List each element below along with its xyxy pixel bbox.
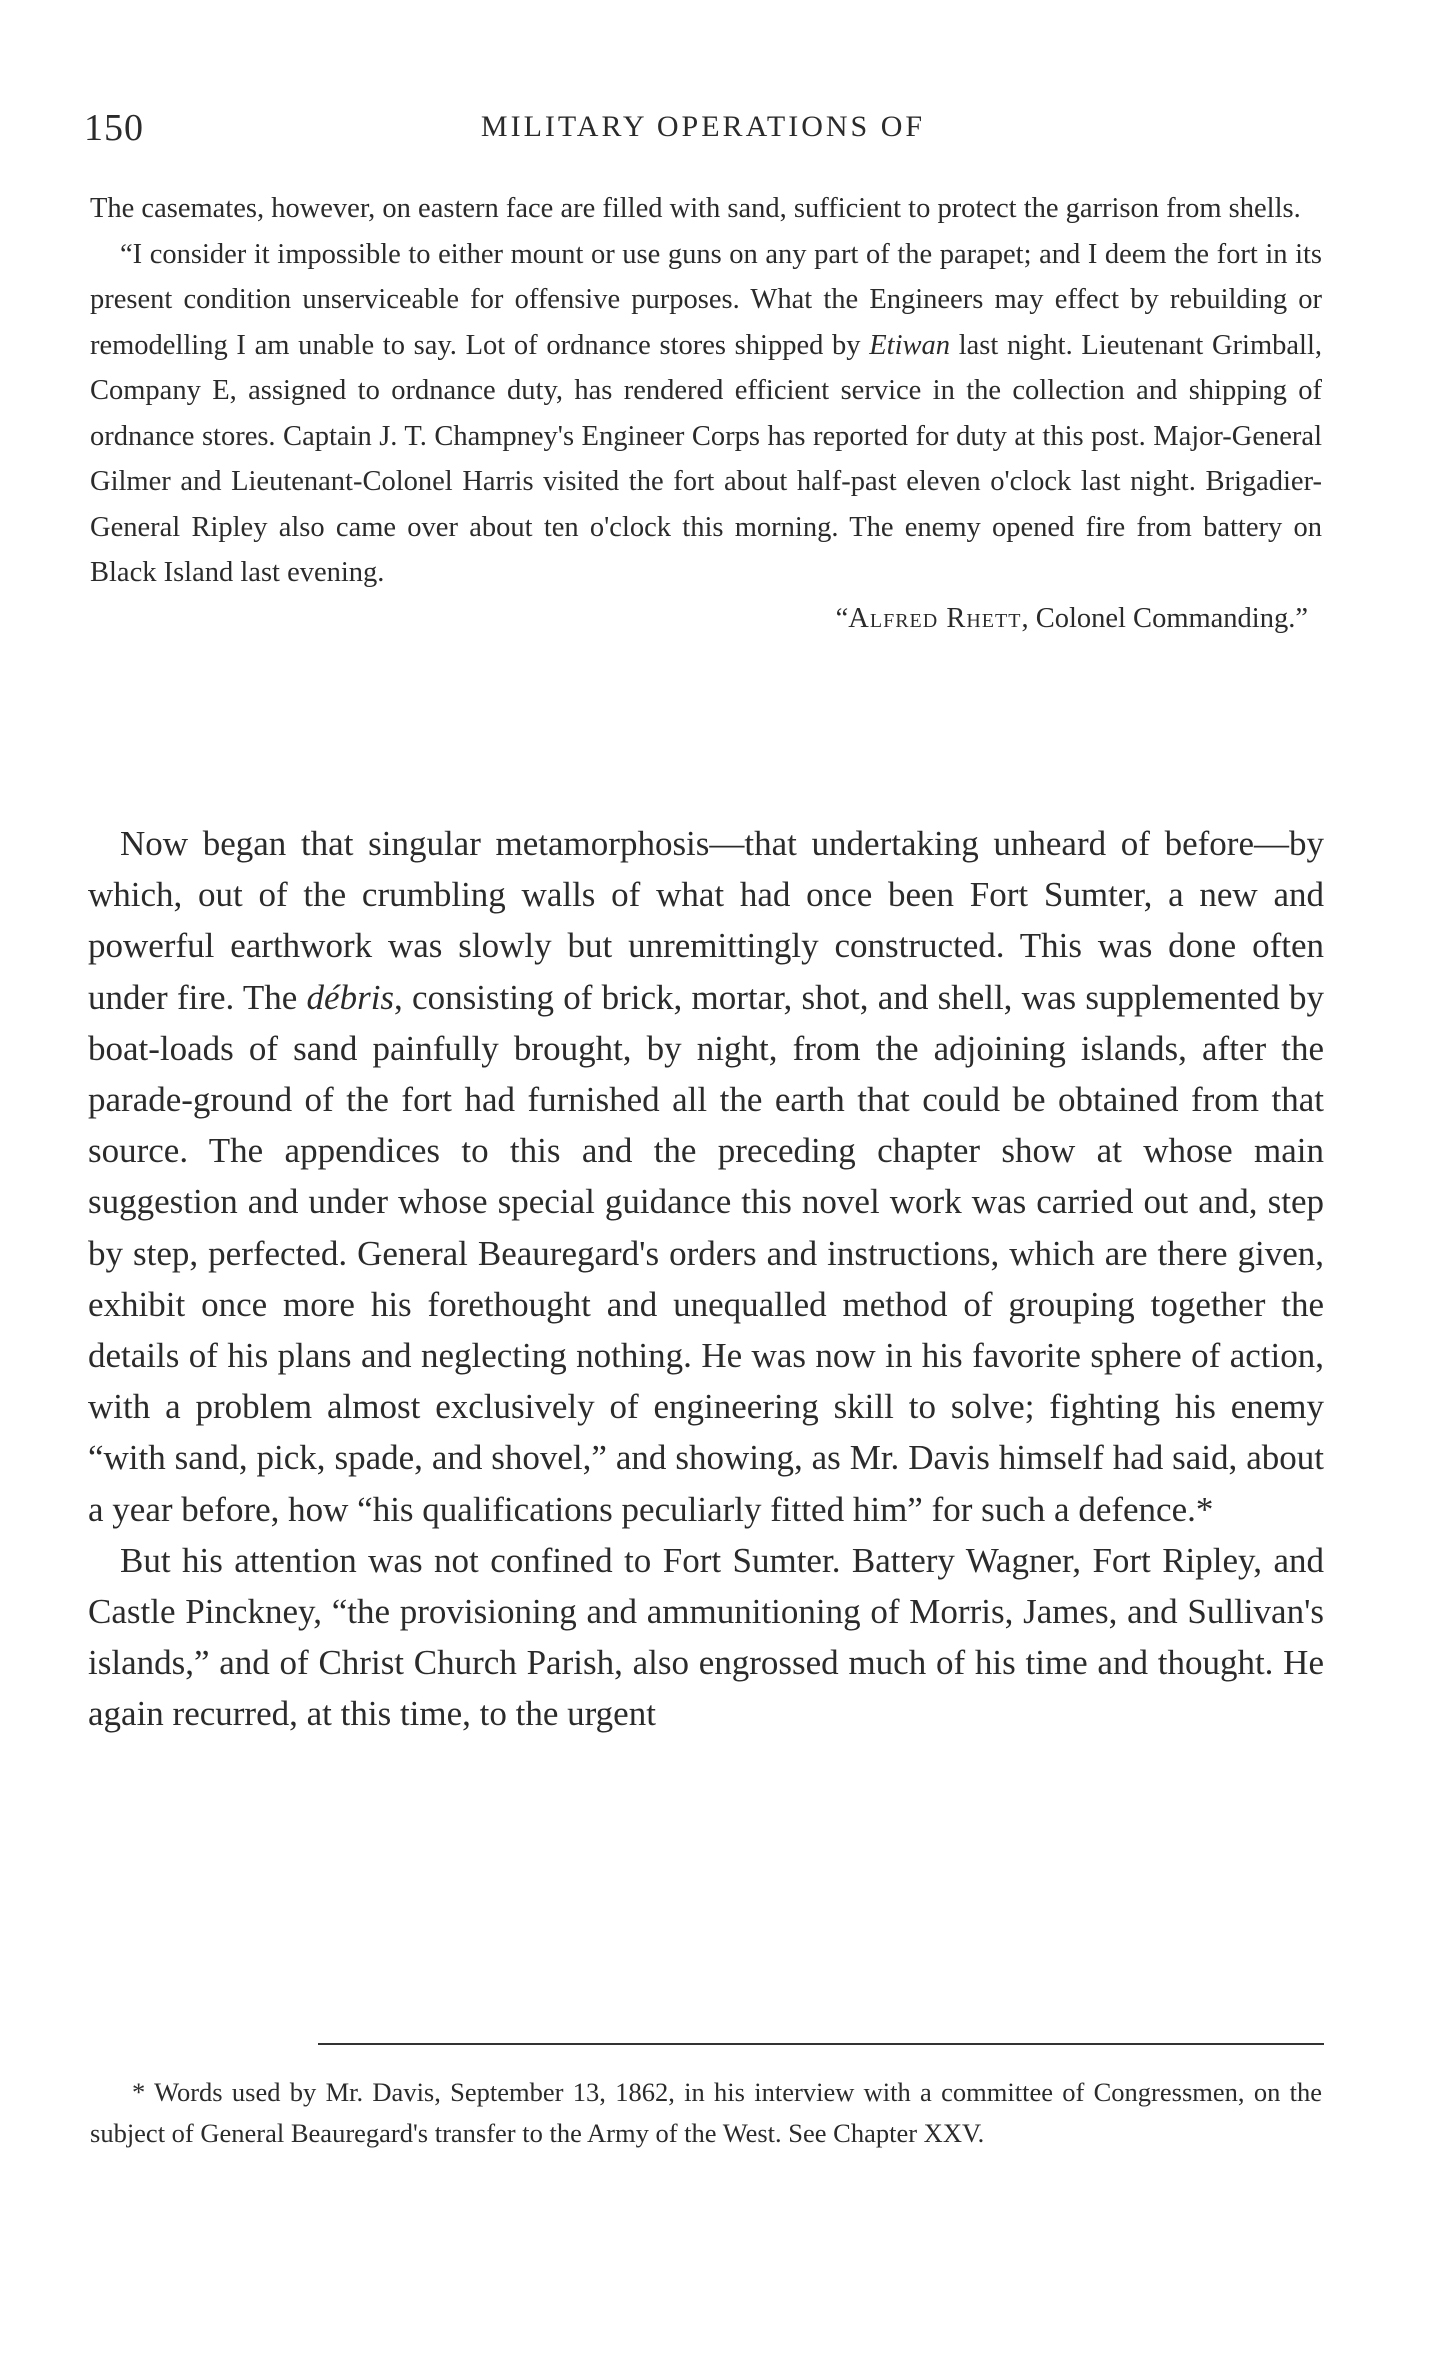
page-header bbox=[84, 106, 1322, 149]
running-head: MILITARY OPERATIONS OF bbox=[480, 110, 926, 143]
footnote: * Words used by Mr. Davis, September 13, 1862, in his interview with a committee of Congressmen, on the subject of General Beauregard's transfer to the Army of the West. See Chapter XXV. bbox=[90, 2077, 1322, 2148]
italic-term: débris bbox=[306, 977, 395, 1017]
footnote-rule bbox=[318, 2043, 1324, 2045]
quote-paragraph bbox=[90, 232, 1322, 596]
vessel-name: Etiwan bbox=[869, 329, 951, 361]
body-paragraph bbox=[88, 818, 1324, 1535]
body-text: , consisting of brick, mortar, shot, and shell, was supplemented by boat-loads of sand painfully brought, by night, from the adjoining islands, after the parade-ground of the fort had furnished all the earth that could be obtained from that source. The appendices to this and the preceding chapter show at whose main suggestion and under whose special guidance this novel work was carried out and, step by step, perfected. General Beauregard's orders and instructions, which are there given, exhibit once more his forethought and unequalled method of grouping together the details of his plans and neglecting nothing. He was now in his favorite sphere of action, with a problem almost exclusively of engineering skill to solve; fighting his enemy “with sand, pick, spade, and shovel,” and showing, as Mr. Davis himself had said, about a year before, how “his qualifications peculiarly fitted him” for such a defence.* bbox=[88, 977, 1324, 1529]
quoted-report bbox=[90, 186, 1322, 641]
quote-paragraph: The casemates, however, on eastern face are filled with sand, sufficient to protect the garrison from shells. bbox=[90, 193, 1301, 224]
quote-text: “I consider it impossible to either mount or use guns on any part of the parapet; and I deem the fort in its present condition unserviceable for offensive purposes. What the Engineers may effect by rebuilding or remodelling I am unable to say. Lot of ordnance stores shipped by bbox=[90, 238, 1322, 361]
signature-title: , Colonel Commanding.” bbox=[1021, 602, 1308, 634]
main-text bbox=[88, 818, 1324, 1740]
body-paragraph: But his attention was not confined to Fort Sumter. Battery Wagner, Fort Ripley, and Castle Pinckney, “the provisioning and ammunitioning of Morris, James, and Sullivan's islands,” and of Christ Church Parish, also engrossed much of his time and thought. He again recurred, at this time, to the urgent bbox=[88, 1540, 1324, 1734]
body-text: Now began that singular metamorphosis—that undertaking unheard of before—by which, out of the crumbling walls of what had once been Fort Sumter, a new and powerful earthwork was slowly but unremittingly constructed. This was done often under fire. The bbox=[88, 824, 1324, 1017]
signature-open-quote: “ bbox=[835, 602, 849, 634]
quote-signature bbox=[90, 596, 1322, 642]
page-number: 150 bbox=[84, 107, 144, 149]
quote-text: last night. Lieutenant Grimball, Company E, assigned to ordnance duty, has rendered efficient service in the collection and shipping of ordnance stores. Captain J. T. Champney's Engineer Corps has reported for duty at this post. Major-General Gilmer and Lieutenant-Colonel Harris visited the fort about half-past eleven o'clock last night. Brigadier-General Ripley also came over about ten o'clock this morning. The enemy opened fire from battery on Black Island last evening. bbox=[90, 329, 1322, 588]
signature-name: Alfred Rhett bbox=[848, 602, 1022, 634]
